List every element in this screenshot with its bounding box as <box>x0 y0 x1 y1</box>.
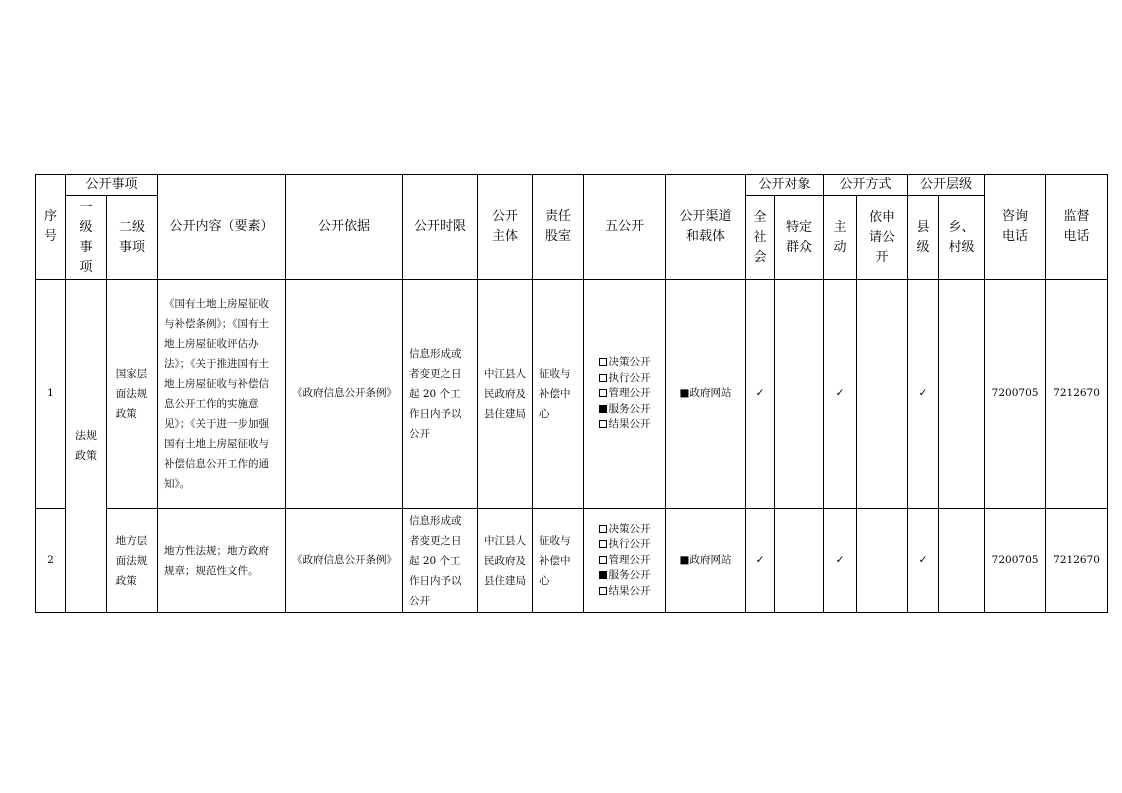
five-public-item: 服务公开 <box>599 568 651 584</box>
level-county-cell: ✓ <box>908 509 939 613</box>
office-cell: 征收与补偿中心 <box>533 509 584 613</box>
header-matter-group: 公开事项 <box>66 175 158 196</box>
channel-cell: ■政府网站 <box>666 280 746 509</box>
method-request-cell <box>857 509 908 613</box>
five-public-item: 决策公开 <box>599 522 651 538</box>
header-level2: 二级事项 <box>107 196 158 280</box>
five-public-item: 结果公开 <box>599 584 651 600</box>
content-cell: 地方性法规；地方政府规章；规范性文件。 <box>158 509 286 613</box>
target-specific-cell <box>775 280 824 509</box>
five-public-item: 结果公开 <box>599 417 651 433</box>
checkbox-icon <box>599 389 607 397</box>
supervise-phone-cell: 7212670 <box>1046 509 1108 613</box>
header-five-public: 五公开 <box>584 175 666 280</box>
header-level-town: 乡、村级 <box>939 196 985 280</box>
header-consult-phone: 咨询电话 <box>985 175 1046 280</box>
checkbox-icon <box>599 374 607 382</box>
five-public-item: 管理公开 <box>599 386 651 402</box>
table-row <box>36 509 1108 613</box>
header-row-1 <box>36 175 1108 196</box>
header-content: 公开内容（要素） <box>158 175 286 280</box>
disclosure-table <box>35 174 1108 613</box>
consult-phone-cell: 7200705 <box>985 509 1046 613</box>
method-request-cell <box>857 280 908 509</box>
office-cell: 征收与补偿中心 <box>533 280 584 509</box>
subject-cell: 中江县人民政府及县住建局 <box>478 280 533 509</box>
header-method-active: 主动 <box>824 196 857 280</box>
five-public-item: 服务公开 <box>599 402 651 418</box>
row-seq: 1 <box>36 280 66 509</box>
header-target-specific: 特定群众 <box>775 196 824 280</box>
checkbox-icon <box>599 540 607 548</box>
five-public-cell <box>584 509 666 613</box>
subject-cell: 中江县人民政府及县住建局 <box>478 509 533 613</box>
method-active-cell: ✓ <box>824 280 857 509</box>
level-town-cell <box>939 509 985 613</box>
header-level1: 一级事项 <box>66 196 107 280</box>
level1-cell: 法规政策 <box>66 280 107 613</box>
header-method-group: 公开方式 <box>824 175 908 196</box>
method-active-cell: ✓ <box>824 509 857 613</box>
header-basis: 公开依据 <box>286 175 403 280</box>
header-deadline: 公开时限 <box>403 175 478 280</box>
table-row <box>36 280 1108 509</box>
header-target-all: 全社会 <box>746 196 775 280</box>
level2-cell: 国家层面法规政策 <box>107 280 158 509</box>
checkbox-checked-icon <box>599 571 607 579</box>
header-seq: 序号 <box>36 175 66 280</box>
level-county-cell: ✓ <box>908 280 939 509</box>
content-cell: 《国有土地上房屋征收与补偿条例》；《国有土地上房屋征收评估办法》；《关于推进国有土地上房屋征收与补偿信息公开工作的实施意见》；《关于进一步加强国有土地上房屋征收与补偿信息公开工作的通知》。 <box>158 280 286 509</box>
channel-cell: ■政府网站 <box>666 509 746 613</box>
five-public-item: 执行公开 <box>599 537 651 553</box>
checkbox-icon <box>599 587 607 595</box>
five-public-item: 决策公开 <box>599 355 651 371</box>
level2-cell: 地方层面法规政策 <box>107 509 158 613</box>
checkbox-icon <box>599 420 607 428</box>
consult-phone-cell: 7200705 <box>985 280 1046 509</box>
five-public-cell <box>584 280 666 509</box>
header-level-group: 公开层级 <box>908 175 985 196</box>
header-method-request: 依申请公开 <box>857 196 908 280</box>
basis-cell: 《政府信息公开条例》 <box>286 509 403 613</box>
basis-cell: 《政府信息公开条例》 <box>286 280 403 509</box>
deadline-cell: 信息形成或者变更之日起 20 个工作日内予以公开 <box>403 280 478 509</box>
deadline-cell: 信息形成或者变更之日起 20 个工作日内予以公开 <box>403 509 478 613</box>
header-target-group: 公开对象 <box>746 175 824 196</box>
level-town-cell <box>939 280 985 509</box>
header-supervise-phone: 监督电话 <box>1046 175 1108 280</box>
checkbox-checked-icon <box>599 405 607 413</box>
target-specific-cell <box>775 509 824 613</box>
checkbox-icon <box>599 358 607 366</box>
header-subject: 公开主体 <box>478 175 533 280</box>
target-all-cell: ✓ <box>746 509 775 613</box>
header-level-county: 县级 <box>908 196 939 280</box>
target-all-cell: ✓ <box>746 280 775 509</box>
five-public-item: 管理公开 <box>599 553 651 569</box>
header-office: 责任股室 <box>533 175 584 280</box>
five-public-list <box>599 355 651 433</box>
checkbox-icon <box>599 556 607 564</box>
header-channel: 公开渠道和载体 <box>666 175 746 280</box>
supervise-phone-cell: 7212670 <box>1046 280 1108 509</box>
five-public-item: 执行公开 <box>599 371 651 387</box>
row-seq: 2 <box>36 509 66 613</box>
checkbox-icon <box>599 525 607 533</box>
five-public-list <box>599 522 651 600</box>
